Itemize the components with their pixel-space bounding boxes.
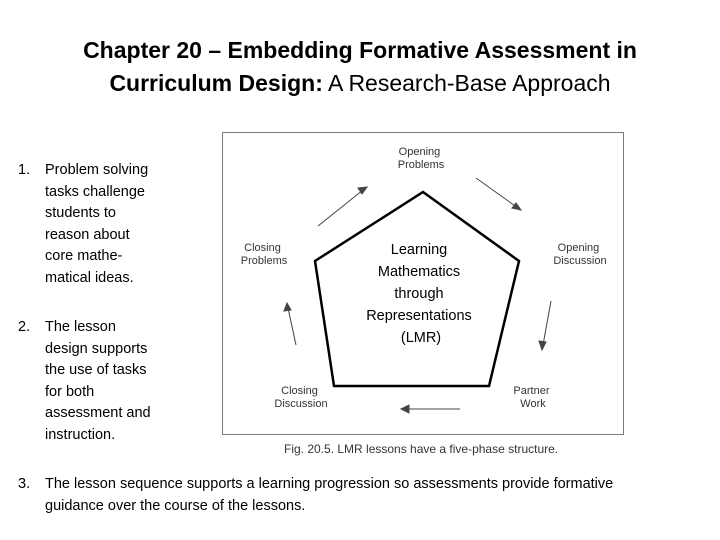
node-line: Discussion xyxy=(553,255,607,267)
list-line: The lesson sequence supports a learning progression so assessments provide formative xyxy=(45,476,614,492)
arrow-head-icon xyxy=(401,405,409,413)
list-line: matical ideas. xyxy=(45,269,134,286)
title-line-2-bold: Curriculum Design: xyxy=(109,70,323,96)
node-partner-work xyxy=(513,385,552,410)
figure-caption: Fig. 20.5. LMR lessons have a five-phase structure. xyxy=(284,442,559,456)
list-line: core mathe- xyxy=(45,248,123,264)
arrow-head-icon xyxy=(284,303,291,311)
list-number: 1. xyxy=(18,162,31,178)
list-line: for both xyxy=(45,383,95,400)
center-line: (LMR) xyxy=(400,330,442,346)
node-line: Opening xyxy=(557,242,600,254)
arrow-head-icon xyxy=(512,203,521,210)
list-line: reason about xyxy=(45,226,130,243)
arrow-head-icon xyxy=(539,341,546,350)
title-line-2-normal: A Research-Base Approach xyxy=(322,70,611,96)
list-line: guidance over the course of the lessons. xyxy=(45,497,306,514)
arrow-to-partner-work xyxy=(543,301,551,345)
slide-title xyxy=(0,34,720,100)
list-line: tasks challenge xyxy=(45,183,145,200)
arrow-to-opening-discussion xyxy=(476,178,518,208)
node-line: Discussion xyxy=(274,398,328,410)
list-line: assessment and xyxy=(45,405,151,421)
center-line: Mathematics xyxy=(377,264,461,280)
node-line: Opening xyxy=(398,146,441,158)
node-line: Closing xyxy=(281,385,318,397)
list-line: instruction. xyxy=(45,426,116,443)
list-line: The lesson xyxy=(45,319,116,335)
center-line: Learning xyxy=(390,242,448,258)
arrow-to-closing-problems xyxy=(288,308,296,345)
node-line: Closing xyxy=(244,242,281,254)
node-opening-problems xyxy=(398,146,445,171)
node-closing-problems xyxy=(241,242,288,267)
lmr-pentagon-diagram xyxy=(223,133,625,436)
node-opening-discussion xyxy=(553,242,606,267)
list-line: students to xyxy=(45,205,116,221)
node-line: Partner xyxy=(513,385,550,397)
list-line: design supports xyxy=(45,340,148,357)
node-closing-discussion xyxy=(274,385,327,410)
node-line: Problems xyxy=(397,159,445,171)
title-line-1: Chapter 20 – Embedding Formative Assessment in xyxy=(83,37,637,63)
list-item-3 xyxy=(18,474,708,517)
list-number: 3. xyxy=(18,476,31,492)
list-line: the use of tasks xyxy=(45,362,147,378)
list-line: Problem solving xyxy=(45,162,149,178)
list-item-1 xyxy=(18,160,168,289)
center-line: through xyxy=(394,286,444,302)
list-number: 2. xyxy=(18,319,31,335)
node-line: Work xyxy=(520,398,546,410)
lmr-figure xyxy=(222,132,624,435)
center-label-lmr xyxy=(366,242,476,346)
list-item-2 xyxy=(18,317,168,446)
center-line: Representations xyxy=(366,308,472,324)
node-line: Problems xyxy=(240,255,288,267)
arrow-to-opening-problems xyxy=(318,190,363,226)
